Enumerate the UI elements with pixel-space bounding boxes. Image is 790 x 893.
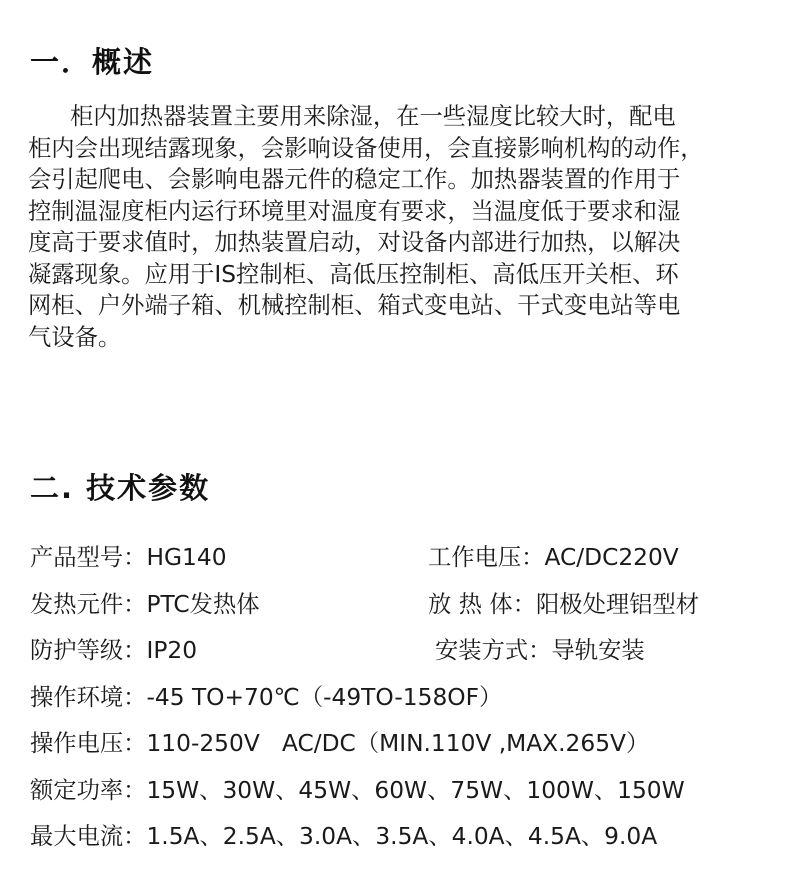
spec-label: 操作电压： [30, 730, 147, 757]
spec-value: 1.5A、2.5A、3.0A、3.5A、4.0A、4.5A、9.0A [146, 823, 658, 850]
spec-row [30, 585, 770, 632]
spec-row [30, 724, 770, 771]
spec-current [30, 817, 770, 864]
spec-value: 15W、30W、45W、60W、75W、100W、150W [146, 776, 685, 804]
spec-protection [30, 631, 428, 678]
spec-value: AC/DC220V [544, 544, 679, 571]
spec-element [30, 585, 428, 632]
spec-value: IP20 [146, 637, 198, 664]
spec-value: -45 TO+70℃（-49TO-158OF） [146, 683, 503, 711]
paragraph-line: 度高于要求值时，加热装置启动，对设备内部进行加热，以解决 [28, 229, 681, 256]
spec-label: 发热元件： [30, 590, 147, 618]
paragraph-line: 柜内加热器装置主要用来除湿，在一些湿度比较大时，配电 [70, 103, 676, 130]
spec-value: 110-250V AC/DC（MIN.110V ,MAX.265V） [146, 730, 650, 757]
spec-install [428, 631, 645, 678]
spec-list [30, 538, 770, 864]
spec-label: 安装方式： [435, 637, 552, 664]
spec-label: 操作环境： [30, 683, 147, 711]
paragraph-line: 控制温湿度柜内运行环境里对温度有要求，当温度低于要求和湿 [28, 197, 681, 225]
spec-model [30, 538, 428, 585]
spec-row [30, 631, 770, 678]
spec-label: 工作电压： [428, 544, 545, 571]
paragraph-line: 网柜、户外端子箱、机械控制柜、箱式变电站、干式变电站等电 [28, 292, 681, 319]
paragraph-line: 会引起爬电、会影响电器元件的稳定工作。加热器装置的作用于 [28, 166, 681, 193]
paragraph-line: 柜内会出现结露现象，会影响设备使用，会直接影响机构的动作， [28, 134, 704, 162]
spec-voltage [428, 538, 679, 585]
spec-power [30, 771, 770, 818]
spec-value: 阳极处理铝型材 [536, 590, 700, 618]
spec-label: 最大电流： [30, 823, 147, 850]
spec-operating-voltage [30, 724, 770, 771]
paragraph-line: 凝露现象。应用于IS控制柜、高低压控制柜、高低压开关柜、环 [28, 260, 679, 288]
spec-label: 额定功率： [30, 776, 147, 804]
overview-paragraph [28, 101, 778, 353]
section-heading-specs: 二. 技术参数 [30, 471, 211, 505]
spec-row [30, 678, 770, 725]
spec-value: HG140 [146, 544, 227, 571]
section-heading-overview: 一．概述 [30, 45, 155, 79]
spec-label: 放 热 体： [428, 590, 536, 618]
paragraph-line: 气设备。 [28, 323, 122, 351]
spec-label: 防护等级： [30, 637, 147, 664]
spec-value: 导轨安装 [551, 637, 645, 664]
spec-body [428, 585, 699, 632]
spec-value: PTC发热体 [146, 590, 260, 618]
spec-row [30, 538, 770, 585]
spec-row [30, 771, 770, 818]
spec-environment [30, 678, 770, 725]
spec-label: 产品型号： [30, 544, 147, 571]
spec-row [30, 817, 770, 864]
